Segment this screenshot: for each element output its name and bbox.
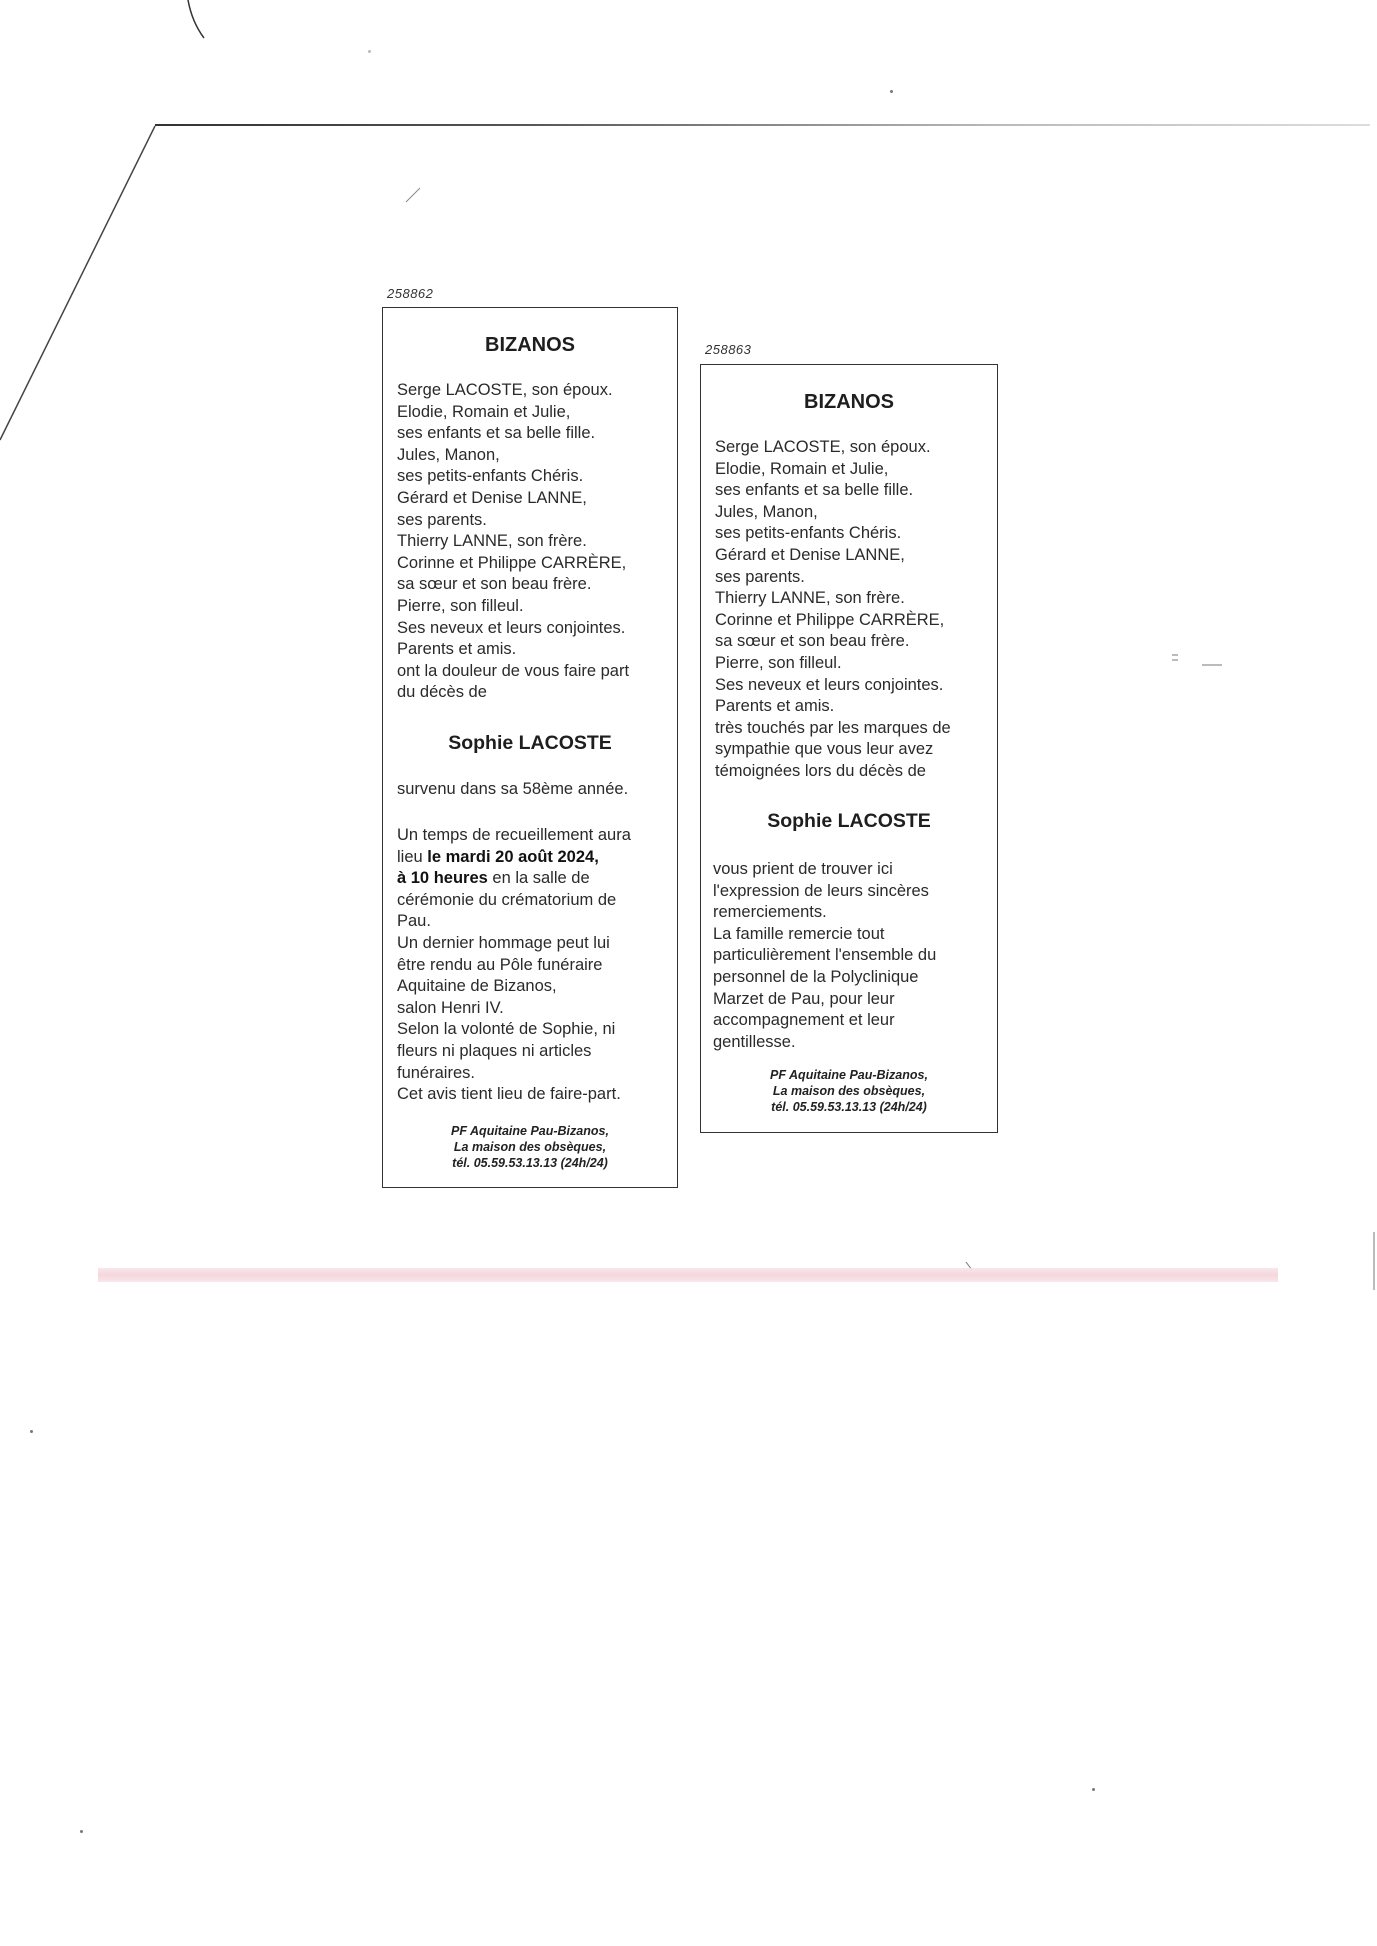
info-line: Aquitaine de Bizanos,: [397, 977, 557, 996]
ceremony-line: Pau.: [397, 912, 431, 931]
family-line: témoignées lors du décès de: [715, 761, 926, 780]
notice-right: [700, 364, 998, 1133]
family-line: Ses neveux et leurs conjointes.: [715, 675, 944, 694]
notice-left-footer: [383, 1123, 677, 1171]
family-line: sa sœur et son beau frère.: [715, 632, 910, 651]
ceremony-line: cérémonie du crématorium de: [397, 890, 617, 909]
thanks-line: remerciements.: [713, 903, 827, 922]
notice-left: [382, 307, 678, 1188]
family-line: ses petits-enfants Chéris.: [715, 524, 902, 543]
info-line: Selon la volonté de Sophie, ni: [397, 1020, 616, 1039]
info-line: Cet avis tient lieu de faire-part.: [397, 1085, 621, 1104]
scan-speck: [80, 1830, 83, 1833]
info-line: fleurs ni plaques ni articles: [397, 1041, 592, 1060]
family-line: Elodie, Romain et Julie,: [397, 402, 571, 421]
family-line: Parents et amis.: [397, 640, 517, 659]
family-line: ont la douleur de vous faire part: [397, 661, 630, 680]
family-line: sa sœur et son beau frère.: [397, 575, 592, 594]
scan-edge-diagonal: [0, 126, 155, 440]
ceremony-date: le mardi 20 août 2024,: [427, 847, 599, 866]
family-line: Parents et amis.: [715, 697, 835, 716]
scan-speck: [890, 90, 893, 93]
ceremony-line: [397, 847, 631, 869]
info-line: funéraires.: [397, 1063, 475, 1082]
footer-line: tél. 05.59.53.13.13 (24h/24): [771, 1100, 927, 1114]
family-line: Jules, Manon,: [715, 502, 818, 521]
ceremony-time: à 10 heures: [397, 869, 488, 888]
thanks-line: Marzet de Pau, pour leur: [713, 989, 895, 1008]
notice-left-ref: 258862: [387, 286, 434, 301]
family-line: sympathie que vous leur avez: [715, 740, 934, 759]
family-line: Serge LACOSTE, son époux.: [715, 438, 931, 456]
scan-slash-mark: [406, 188, 420, 202]
info-line: être rendu au Pôle funéraire: [397, 955, 603, 974]
scan-speck: [368, 50, 371, 53]
footer-line: La maison des obsèques,: [772, 1084, 926, 1098]
family-line: Elodie, Romain et Julie,: [715, 459, 889, 478]
notice-left-ceremony: [397, 825, 631, 933]
notice-right-title: BIZANOS: [804, 391, 894, 413]
notice-left-age: [397, 779, 628, 801]
notice-right-thanks: [713, 859, 936, 1053]
scan-speck: [30, 1430, 33, 1433]
family-line: ses petits-enfants Chéris.: [397, 467, 584, 486]
notice-left-title: BIZANOS: [485, 334, 575, 356]
family-line: Ses neveux et leurs conjointes.: [397, 618, 626, 637]
family-line: Thierry LANNE, son frère.: [715, 589, 905, 608]
family-line: du décès de: [397, 683, 487, 702]
notice-right-ref: 258863: [705, 342, 752, 357]
footer-line: La maison des obsèques,: [453, 1140, 607, 1154]
ceremony-line: Un temps de recueillement aura: [397, 826, 631, 844]
scan-corner-mark: [188, 0, 204, 38]
family-line: Pierre, son filleul.: [715, 653, 842, 672]
family-line: Pierre, son filleul.: [397, 596, 524, 615]
footer-line: tél. 05.59.53.13.13 (24h/24): [452, 1156, 608, 1170]
family-line: Serge LACOSTE, son époux.: [397, 381, 613, 399]
footer-line: PF Aquitaine Pau-Bizanos,: [451, 1124, 609, 1138]
ceremony-text: lieu: [397, 847, 428, 866]
family-line: ses parents.: [397, 510, 487, 529]
footer-line: PF Aquitaine Pau-Bizanos,: [770, 1068, 928, 1082]
family-line: Corinne et Philippe CARRÈRE,: [715, 610, 945, 629]
scan-pink-band: [98, 1268, 1278, 1282]
thanks-line: l'expression de leurs sincères: [713, 881, 929, 900]
family-line: ses enfants et sa belle fille.: [397, 424, 596, 443]
family-line: très touchés par les marques de: [715, 718, 951, 737]
notice-left-family: [397, 380, 629, 704]
family-line: Gérard et Denise LANNE,: [397, 488, 587, 507]
notice-right-deceased-name: Sophie LACOSTE: [767, 810, 931, 832]
family-line: Jules, Manon,: [397, 445, 500, 464]
scan-speck: [1092, 1788, 1095, 1791]
thanks-line: accompagnement et leur: [713, 1011, 895, 1030]
info-line: salon Henri IV.: [397, 998, 504, 1017]
notice-right-footer: [701, 1067, 997, 1115]
ceremony-text: en la salle de: [487, 869, 590, 888]
thanks-line: particulièrement l'ensemble du: [713, 946, 937, 965]
info-line: Un dernier hommage peut lui: [397, 934, 610, 952]
thanks-line: La famille remercie tout: [713, 924, 885, 943]
thanks-line: personnel de la Polyclinique: [713, 967, 919, 986]
family-line: ses parents.: [715, 567, 805, 586]
family-line: Corinne et Philippe CARRÈRE,: [397, 553, 627, 572]
notice-right-family: [715, 437, 951, 783]
thanks-line: gentillesse.: [713, 1032, 796, 1051]
family-line: Thierry LANNE, son frère.: [397, 532, 587, 551]
age-line: survenu dans sa 58ème année.: [397, 780, 629, 798]
family-line: Gérard et Denise LANNE,: [715, 545, 905, 564]
ceremony-line: [397, 868, 631, 890]
notice-left-deceased-name: Sophie LACOSTE: [448, 732, 612, 754]
family-line: ses enfants et sa belle fille.: [715, 481, 914, 500]
thanks-line: vous prient de trouver ici: [713, 860, 893, 878]
scan-smudge: [1172, 655, 1222, 665]
notice-left-more: [397, 933, 621, 1106]
